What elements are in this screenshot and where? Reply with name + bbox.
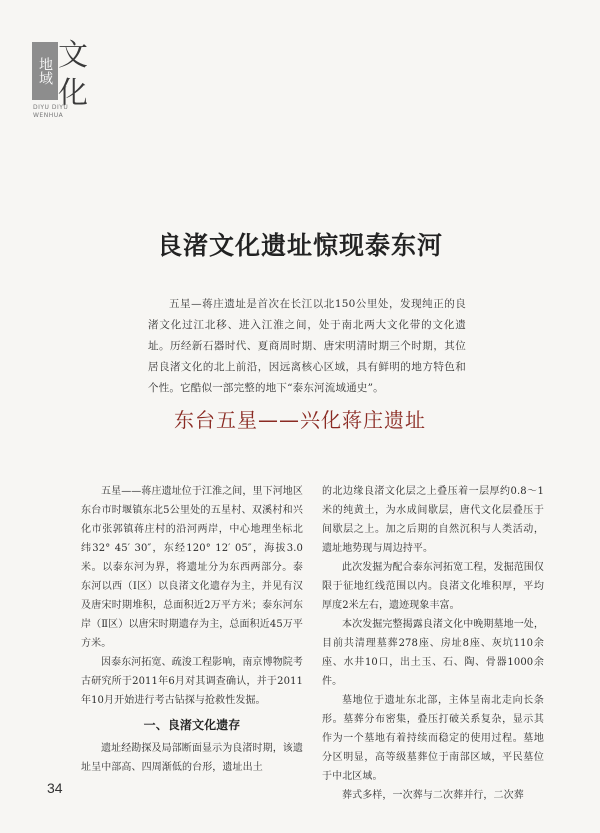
page-number: 34 xyxy=(47,780,63,796)
left-paragraph-1: 五星——蒋庄遗址位于江淮之间，里下河地区东台市时堰镇东北5公里处的五星村、双溪村和兴化市张郭镇蒋庄村的沿河两岸，中心地理坐标北纬32° 45′ 30″，东经120° 12′ 05″，海拔3.0米。以泰东河为界，将遗址分为东西两部分。泰东河以西（Ⅰ区）以良渚文化遗存为主，并见有汉及唐宋时期堆积，总面积近2万平方米；泰东河东岸（Ⅱ区）以唐宋时期遗存为主，总面积近45万平方米。 xyxy=(81,486,303,649)
subsection-heading: 一、良渚文化遗存 xyxy=(143,718,241,732)
left-paragraph-2: 因泰东河拓宽、疏浚工程影响，南京博物院考古研究所于2011年6月对其调查确认，并于2011年10月开始进行考古钻探与抢救性发掘。 xyxy=(81,657,303,706)
column-logo xyxy=(32,38,102,138)
logo-box-text: 地域 xyxy=(32,42,58,100)
logo-big-char-2: 化 xyxy=(58,76,88,111)
right-paragraph-3: 本次发掘完整揭露良渚文化中晚期墓地一处，目前共清理墓葬278座、房址8座、灰坑110余座、水井10口，出土玉、石、陶、骨器1000余件。 xyxy=(322,619,544,687)
logo-big-char-1: 文 xyxy=(58,38,88,73)
right-paragraph-5: 葬式多样，一次葬与二次葬并行，二次葬 xyxy=(342,790,524,801)
right-paragraph-4: 墓地位于遗址东北部，主体呈南北走向长条形。墓葬分布密集，叠压打破关系复杂，显示其作为一个墓地有着持续而稳定的使用过程。墓地分区明显，高等级墓葬位于南部区域，平民墓位于中北区域。 xyxy=(322,695,544,782)
section-title: 东台五星——兴化蒋庄遗址 xyxy=(174,408,426,432)
left-column xyxy=(81,482,303,777)
article-title: 良渚文化遗址惊现泰东河 xyxy=(156,231,443,260)
logo-pinyin-2: WENHUA xyxy=(33,112,64,119)
left-paragraph-3: 遗址经勘探及局部断面显示为良渚时期，该遗址呈中部高、四周渐低的台形，遗址出土 xyxy=(81,743,303,773)
logo-pinyin-1: DIYU DIYU xyxy=(33,104,69,111)
article-abstract: 五星—蒋庄遗址是首次在长江以北150公里处，发现纯正的良渚文化过江北移、进入江淮之间，处于南北两大文化带的文化遗址。历经新石器时代、夏商周时期、唐宋明清时期三个时期，其位居良渚文化的北上前沿，因远离核心区域，具有鲜明的地方特色和个性。它酷似一部完整的地下“泰东河流域通史”。 xyxy=(148,298,466,394)
right-paragraph-1: 的北边缘良渚文化层之上叠压着一层厚约0.8～1米的纯黄土，为水成间歇层，唐代文化层叠压于间歇层之上。加之后期的自然沉积与人类活动，遗址地势现与周边持平。 xyxy=(322,486,544,554)
right-column xyxy=(322,482,544,805)
right-paragraph-2: 此次发掘为配合泰东河拓宽工程，发掘范围仅限于征地红线范围以内。良渚文化堆积厚，平均厚度2米左右，遗迹现象丰富。 xyxy=(322,562,544,611)
